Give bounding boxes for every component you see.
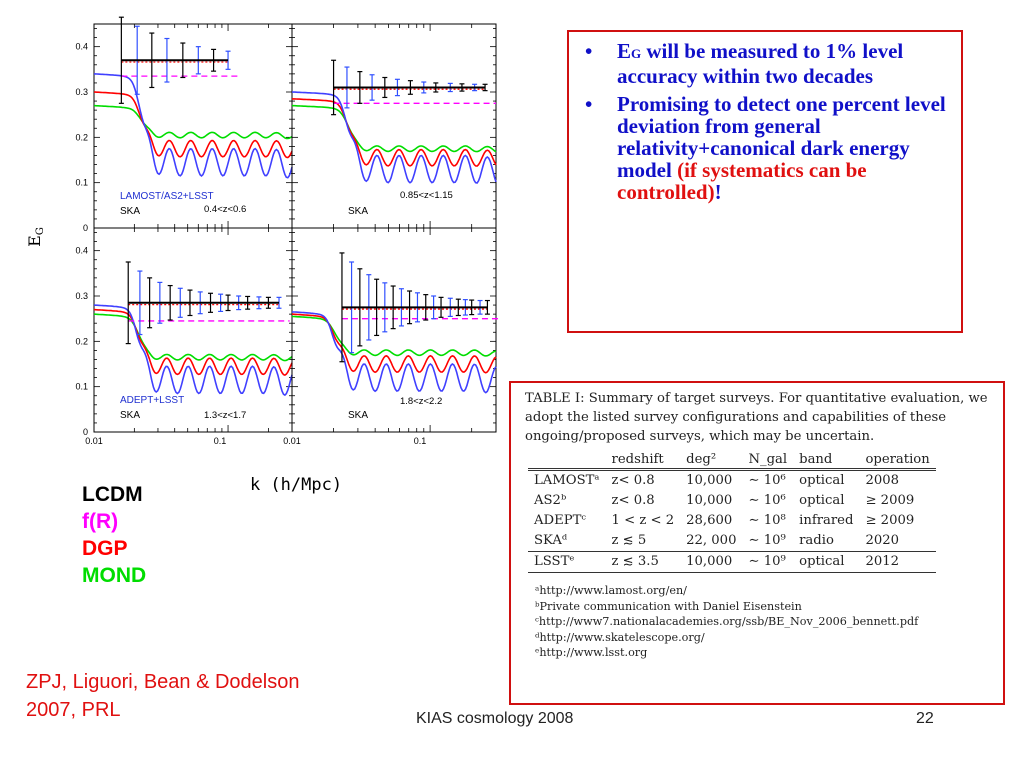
table-cell: optical bbox=[799, 473, 845, 488]
x-tick-label: 0.01 bbox=[85, 436, 103, 446]
bullet-box bbox=[567, 30, 963, 333]
x-tick-label: 0.1 bbox=[413, 436, 427, 446]
panel-label-ska: SKA bbox=[348, 206, 369, 217]
footnote: ᵃhttp://www.lamost.org/en/ bbox=[535, 584, 687, 597]
y-tick-label: 0.4 bbox=[75, 245, 88, 256]
table-cell: ∼ 10⁶ bbox=[748, 473, 786, 488]
panel-frame bbox=[292, 228, 496, 432]
table-cell: radio bbox=[799, 533, 834, 548]
x-tick-label: 0.1 bbox=[213, 436, 227, 446]
model-curve bbox=[94, 74, 292, 178]
footnote: ᵈhttp://www.skatelescope.org/ bbox=[535, 630, 705, 644]
bullet-highlight: (if systematics can be controlled) bbox=[617, 158, 867, 204]
table-cell: LAMOSTᵃ bbox=[534, 473, 600, 488]
table-header: band bbox=[793, 452, 859, 470]
table-row bbox=[528, 491, 936, 511]
table-cell: LSSTᵉ bbox=[528, 552, 606, 573]
bullet-subscript: G bbox=[631, 46, 642, 61]
table-cell: 10,000 bbox=[686, 473, 733, 488]
model-curve bbox=[94, 310, 292, 376]
bullet-text: E bbox=[617, 39, 632, 63]
table-cell: z ≲ 3.5 bbox=[606, 552, 681, 573]
table-row bbox=[528, 470, 936, 492]
table-header: redshift bbox=[606, 452, 681, 470]
table-cell: 2020 bbox=[865, 533, 899, 548]
table-cell: ∼ 10⁹ bbox=[742, 552, 793, 573]
table-cell: 22, 000 bbox=[686, 533, 737, 548]
panel-label-ska: SKA bbox=[120, 410, 141, 421]
bullet-text-rest: will be measured to 1% level accuracy within two decades bbox=[617, 39, 904, 88]
y-tick-label: 0 bbox=[82, 427, 88, 437]
table-cell: ≥ 2009 bbox=[865, 513, 915, 528]
x-tick-label: 0.01 bbox=[283, 436, 301, 446]
survey-table bbox=[528, 452, 936, 573]
panel-label-redshift: 0.4<z<0.6 bbox=[204, 204, 247, 215]
eg-chart-figure bbox=[0, 0, 510, 500]
reference-line: ZPJ, Liguori, Bean & Dodelson bbox=[26, 671, 300, 693]
legend-item-fr: f(R) bbox=[82, 510, 119, 533]
y-axis-title-subscript: G bbox=[35, 227, 46, 236]
reference-line: 2007, PRL bbox=[26, 699, 121, 721]
table-cell: ≥ 2009 bbox=[865, 493, 915, 508]
table-header: N_gal bbox=[742, 452, 793, 470]
bullet-item bbox=[617, 40, 951, 87]
table-cell: 10,000 bbox=[686, 493, 733, 508]
table-header bbox=[528, 452, 606, 470]
y-tick-label: 0 bbox=[82, 223, 88, 233]
model-curve bbox=[292, 106, 496, 152]
survey-table-box bbox=[509, 381, 1005, 705]
model-legend bbox=[82, 482, 146, 590]
slide-footer: KIAS cosmology 2008 bbox=[416, 710, 574, 727]
table-cell: 28,600 bbox=[686, 513, 733, 528]
table-cell: ADEPTᶜ bbox=[534, 513, 586, 528]
table-header: deg² bbox=[680, 452, 742, 470]
y-tick-label: 0.3 bbox=[75, 291, 88, 301]
reference-citation bbox=[26, 668, 300, 724]
table-cell: ∼ 10⁸ bbox=[748, 513, 786, 528]
table-cell: z< 0.8 bbox=[611, 473, 655, 488]
y-tick-label: 0.2 bbox=[75, 132, 88, 143]
footnote: ᵉhttp://www.lsst.org bbox=[535, 646, 648, 659]
table-row bbox=[528, 531, 936, 552]
table-cell: z ≲ 5 bbox=[611, 533, 647, 548]
table-cell: 2008 bbox=[865, 473, 899, 488]
y-tick-label: 0.1 bbox=[75, 177, 88, 188]
table-cell: ∼ 10⁶ bbox=[748, 493, 786, 508]
panel-label-survey: LAMOST/AS2+LSST bbox=[120, 191, 214, 202]
table-header-row bbox=[528, 452, 936, 470]
y-axis-title: EG bbox=[25, 227, 46, 247]
table-footnotes bbox=[535, 583, 991, 661]
table-cell: optical bbox=[799, 493, 845, 508]
table-cell: 2012 bbox=[859, 552, 935, 573]
table-cell: SKAᵈ bbox=[534, 533, 568, 548]
bullet-text: Promising to detect one percent level deviation from general relativity+canonical dark energy model bbox=[617, 92, 946, 182]
y-tick-label: 0.4 bbox=[75, 41, 88, 52]
panel-label-survey: ADEPT+LSST bbox=[120, 395, 185, 406]
table-cell: optical bbox=[793, 552, 859, 573]
panel-label-ska: SKA bbox=[348, 410, 369, 421]
table-cell: 1 < z < 2 bbox=[611, 513, 675, 528]
table-row bbox=[528, 552, 936, 573]
y-tick-label: 0.3 bbox=[75, 87, 88, 97]
model-curve bbox=[292, 312, 496, 393]
footnote: ᵇPrivate communication with Daniel Eisenstein bbox=[535, 599, 802, 613]
model-curve bbox=[292, 316, 496, 356]
panel-label-redshift: 1.8<z<2.2 bbox=[400, 396, 443, 407]
page-number: 22 bbox=[916, 710, 934, 727]
bullet-item bbox=[617, 93, 951, 203]
y-tick-label: 0.2 bbox=[75, 336, 88, 347]
panel-frame bbox=[292, 24, 496, 228]
x-axis-title: k (h/Mpc) bbox=[249, 475, 343, 495]
model-curve bbox=[94, 92, 292, 158]
model-curve bbox=[292, 92, 496, 183]
legend-item-mond: MOND bbox=[82, 564, 147, 587]
panel-label-redshift: 0.85<z<1.15 bbox=[400, 190, 453, 201]
y-tick-label: 0.1 bbox=[75, 381, 88, 392]
model-curve bbox=[94, 106, 292, 139]
table-row bbox=[528, 511, 936, 531]
panel-label-ska: SKA bbox=[120, 206, 141, 217]
panel-label-redshift: 1.3<z<1.7 bbox=[204, 410, 247, 421]
table-header: operation bbox=[859, 452, 935, 470]
legend-item-lcdm: LCDM bbox=[82, 483, 143, 506]
table-caption: TABLE I: Summary of target surveys. For quantitative evaluation, we adopt the listed survey configurations and capabilities of these ongoing/proposed surveys, which may be uncertain. bbox=[525, 391, 988, 444]
model-curve bbox=[94, 305, 292, 395]
legend-item-dgp: DGP bbox=[82, 537, 128, 560]
table-cell: ∼ 10⁹ bbox=[748, 533, 786, 548]
bullet-end: ! bbox=[714, 180, 722, 204]
table-cell: AS2ᵇ bbox=[534, 493, 567, 508]
table-cell: infrared bbox=[799, 513, 854, 528]
table-cell: 10,000 bbox=[680, 552, 742, 573]
table-cell: z< 0.8 bbox=[611, 493, 655, 508]
footnote: ᶜhttp://www7.nationalacademies.org/ssb/BE_Nov_2006_bennett.pdf bbox=[535, 615, 919, 628]
model-curve bbox=[292, 314, 496, 373]
